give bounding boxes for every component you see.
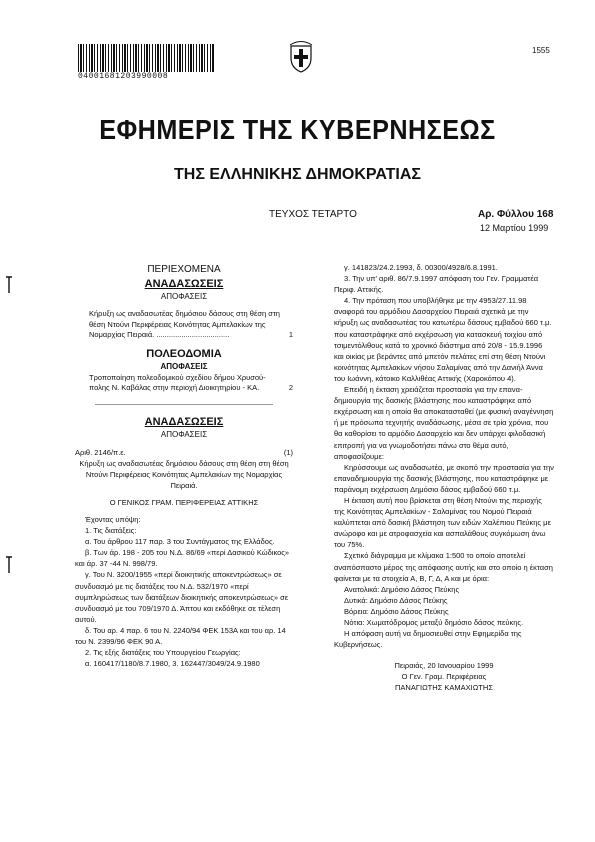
paragraph: Η έκταση αυτή που βρίσκεται στη θέση Ντούνι της περιοχής της Κοινότητας Αμπελακίων - Σαλαμίνας του Νομού Πειραιά καλύπτεται από δασική βλάστηση των ειδών Χαλέπιου Πεύκης με ανώροφο και με ατροφασχεία και ασπαλάθους συγκόμωση άνω του 75%.	[334, 495, 551, 550]
decision-number: Αριθ. 2146/π.ε.	[75, 447, 126, 457]
paragraph: α. 160417/1180/8.7.1980, 3. 162447/3049/24.9.1980	[85, 659, 260, 669]
issue-label: ΤΕΥΧΟΣ ΤΕΤΑΡΤΟ	[269, 209, 357, 220]
subsection-heading: ΑΠΟΦΑΣΕΙΣ	[160, 429, 208, 439]
gazette-subtitle: ΤΗΣ ΕΛΛΗΝΙΚΗΣ ΔΗΜΟΚΡΑΤΙΑΣ	[174, 166, 421, 183]
right-column	[334, 262, 554, 694]
paragraph: Σχετικό διάγραμμα με κλίμακα 1:500 το οποίο αποτελεί αναπόσπαστο μέρος της απόφασης αυτής και στο οποίο η έκταση φαίνεται με τα στοιχεία Α, Β, Γ, Δ, Α και με όρια:	[334, 551, 553, 583]
toc-entry-text: Κήρυξη ως αναδασωτέας δημόσιου δάσους στη θέση στη θέση Ντούνι Περιφέρειας Κοινότητας Αμπελακίων της Νομαρχίας Πειραιά. ...................................	[89, 309, 280, 339]
boundary-line: Δυτικά: Δημόσιο Δάσος Πεύκης	[344, 595, 448, 605]
left-column	[75, 263, 293, 669]
paragraph: 1. Τις διατάξεις:	[85, 526, 137, 536]
signatory-name: ΠΑΝΑΓΙΩΤΗΣ ΚΑΜΑΧΙΩΤΗΣ	[395, 683, 493, 693]
paragraph: γ. Του Ν. 3200/1955 «περί διοικητικής αποκεντρώσεως» σε συνδυασμό με τις διατάξεις του Ν.Δ. 532/1970 «περί συμπληρώσεως των διατάξεων διοικητικής αποκεντρώσεως» σε συνδυασμό με του 709/1970 Δ. Άπτου και εκδόθηκε σε τέλεση αυτού.	[75, 570, 289, 624]
boundary-line: Νότια: Χωματόδρομος μεταξύ δημόσιο δάσος πεύκης.	[344, 618, 524, 627]
toc-entry	[89, 309, 293, 341]
section-heading: ΠΟΛΕΟΔΟΜΙΑ	[146, 347, 222, 360]
subsection-heading: ΑΠΟΦΑΣΕΙΣ	[160, 292, 208, 301]
toc-entry-number: 1	[288, 330, 293, 339]
place-date: Πειραιάς, 20 Ιανουαρίου 1999	[394, 661, 494, 671]
section-heading: ΑΝΑΔΑΣΩΣΕΙΣ	[144, 415, 224, 428]
paragraph: Επειδή η έκταση χρειάζεται προστασία για την επαναδημιουργία της δασικής βλάστησης που καταστράφηκε από εκχέρσωση και η οποία θα αποκατασταθεί (με φυσική αναγέννηση ή με πρόσωπα τεχνητής αναδάσωσης, μέσα σε τρία χρόνια, που θα καθορίσει το αρμόδιο Δασαρχείο και δεν υπάρχει φιλοδασική επιτροπή για να γνωμοδοτήσει πάνω στο θέμα αυτό, αποφασίζουμε:	[334, 385, 554, 461]
contents-heading: ΠΕΡΙΕΧΟΜΕΝΑ	[147, 264, 221, 275]
paragraph: δ. Του αρ. 4 παρ. 6 του Ν. 2240/94 ΦΕΚ 153Α και του αρ. 14 του Ν. 2399/96 ΦΕΚ 90 Α.	[75, 625, 286, 646]
barcode	[78, 44, 215, 72]
subsection-heading: ΑΠΟΦΑΣΕΙΣ	[160, 361, 208, 371]
paragraph: Έχοντας υπόψη:	[85, 514, 141, 524]
binding-hole-mark	[5, 556, 13, 574]
paragraph: 4. Την πρόταση που υποβλήθηκε με την 4953/27.11.98 αναφορά του αρμόδιου Δασαρχείου Πειραιά σχετικά με την κήρυξη ως αναδασωτέας του κατωτέρω δάσους εμβαδού 660 τ.μ. που καταστράφηκε από εκχέρσωση για κατασκευή τοιχίου από τσιμεντόλιθους κατά το χρονικό διάστημα από 20/8 - 15.9.1996 και οικίας με βεράντες από μπετόν πελάτες επί στη θέση Ντούνι κοινότητας Αμπελακίων νήσου Σαλαμίνας από την Δανιήλ Άννα του Ιωάννη, κάτοικο Καλλιθέας Αττικής (Χαροκόπου 4).	[334, 296, 552, 383]
signatory-role: Ο Γεν. Γραμ. Περιφέρειας	[401, 672, 487, 682]
paragraph: α. Του άρθρου 117 παρ. 3 του Συντάγματος της Ελλάδος.	[85, 537, 275, 547]
paragraph: γ. 141823/24.2.1993, δ. 00300/4928/6.8.1991.	[344, 263, 498, 272]
paragraph: 3. Την υπ' αριθ. 86/7.9.1997 απόφαση του Γεν. Γραμματέα Περιφ. Αττικής.	[334, 274, 539, 295]
issue-date: 12 Μαρτίου 1999	[480, 223, 549, 233]
toc-entry-number: 2	[288, 383, 293, 392]
sheet-number: Αρ. Φύλλου 168	[478, 209, 554, 220]
boundary-line: Ανατολικά: Δημόσιο Δάσος Πεύκης	[344, 584, 460, 594]
barcode-number: 04001681203990008	[78, 72, 169, 81]
decision-number-row	[75, 447, 293, 458]
toc-entry	[89, 373, 293, 394]
section-heading: ΑΝΑΔΑΣΩΣΕΙΣ	[144, 278, 224, 290]
paragraph: 2. Τις εξής διατάξεις του Υπουργείου Γεωργίας:	[85, 648, 241, 658]
decision-index: (1)	[283, 447, 293, 457]
decision-description: Κήρυξη ως αναδασωτέας δημόσιου δάσους στη θέση στη θέση Ντούνι Περιφέρειας Κοινότητας Αμπελακίων της Νομαρχίας Πειραιά.	[79, 458, 289, 490]
paragraph: Η απόφαση αυτή να δημοσιευθεί στην Εφημερίδα της Κυβερνήσεως.	[334, 629, 522, 650]
binding-hole-mark	[5, 276, 13, 294]
toc-entry-text: Τροποποίηση πολεοδομικού σχεδίου δήμου Χρυσούπολης Ν. Καβάλας στην περιοχή Διοικητηρίου - ΚΑ.	[89, 372, 266, 392]
coat-of-arms-icon	[288, 40, 314, 74]
issuing-authority: Ο ΓΕΝΙΚΟΣ ΓΡΑΜ. ΠΕΡΙΦΕΡΕΙΑΣ ΑΤΤΙΚΗΣ	[109, 497, 259, 507]
page-number: 1555	[532, 46, 550, 55]
paragraph: β. Των άρ. 198 - 205 του Ν.Δ. 86/69 «περί Δασικού Κώδικος» και άρ. 37 -44 Ν. 998/79.	[75, 548, 290, 569]
paragraph: Κηρύσσουμε ως αναδασωτέα, με σκοπό την προστασία για την επαναδημιουργία της δασικής βλάστησης, που καταστράφηκε με παράνομη εκχέρσωση Δημόσιο δάσος εμβαδού 660 τ.μ.	[334, 462, 554, 494]
boundary-line: Βόρεια: Δημόσιο Δάσος Πεύκης	[344, 606, 449, 616]
gazette-title: ΕΦΗΜΕΡΙΣ ΤΗΣ ΚΥΒΕΡΝΗΣΕΩΣ	[99, 114, 496, 145]
